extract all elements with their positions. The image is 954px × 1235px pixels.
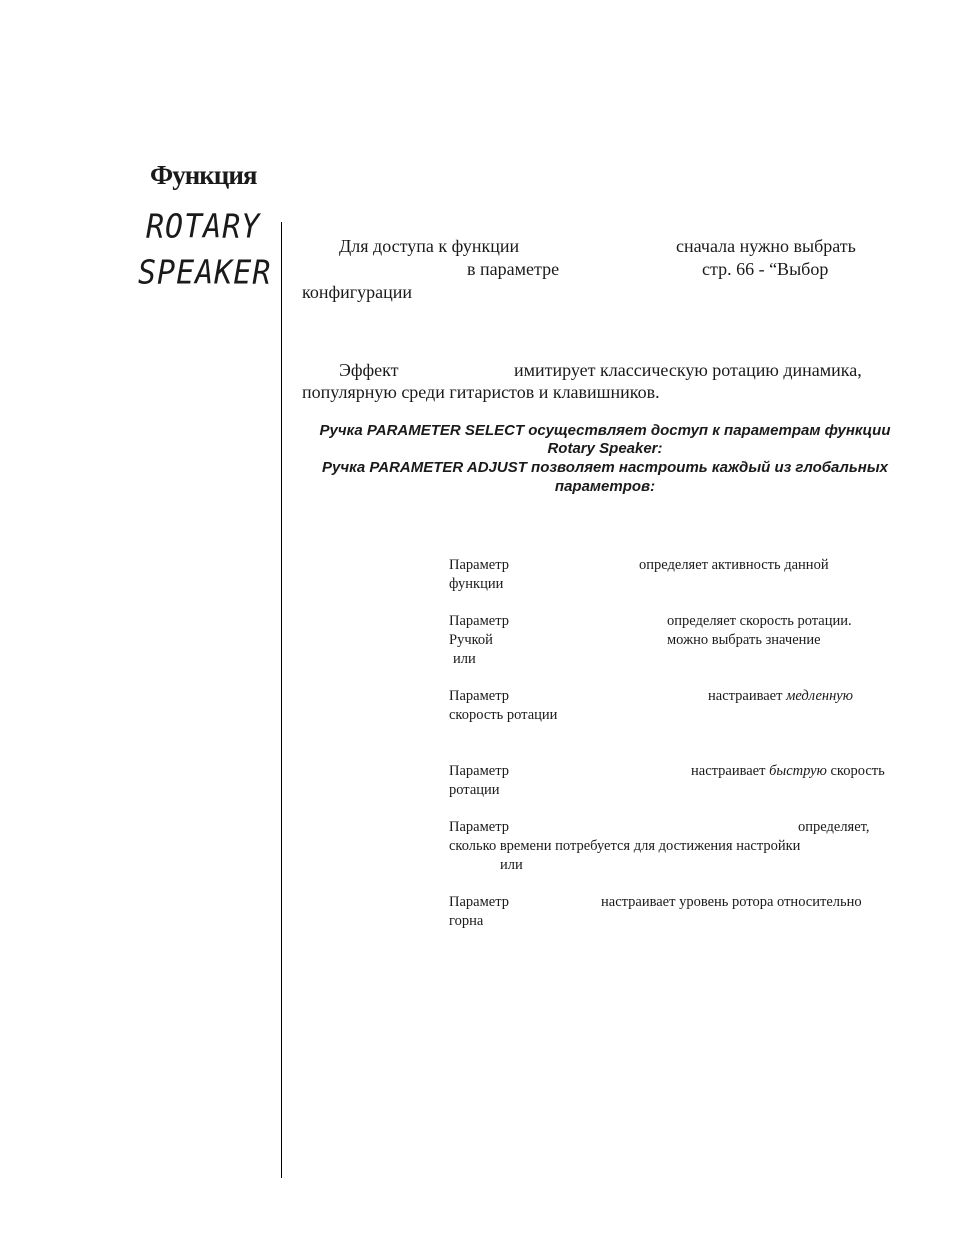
intro-text-1a: Для доступа к функции (339, 236, 520, 256)
intro-text-1e: конфигурации (302, 282, 413, 302)
intro-text-2b: имитирует классическую ротацию динамика, (514, 360, 862, 380)
intro-text-2c: популярную среди гитаристов и клавишников. (302, 382, 660, 402)
margin-rule (281, 222, 282, 1178)
param3-label: Параметр (449, 688, 509, 704)
param2-desc-4: или (453, 651, 476, 667)
param5-desc-2: сколько времени потребуется для достижения настройки (449, 838, 801, 854)
lcd-label-speaker: SPEAKER (138, 254, 272, 293)
param4-desc: настраивает быструю скорость (691, 763, 885, 779)
param1-desc-2: функции (449, 576, 504, 592)
param2-label: Параметр (449, 613, 509, 629)
param6-label: Параметр (449, 894, 509, 910)
param1-label: Параметр (449, 557, 509, 573)
page-title: Функция (150, 160, 257, 190)
intro-text-1b: сначала нужно выбрать (676, 236, 856, 256)
knob-select-text: Ручка PARAMETER SELECT осуществляет доступ к параметрам функции (319, 422, 891, 439)
param1-desc: определяет активность данной (639, 557, 829, 573)
param2-desc: определяет скорость ротации. (667, 613, 852, 629)
param6-desc: настраивает уровень ротора относительно (601, 894, 862, 910)
knob-adjust-text-2: параметров: (554, 478, 656, 495)
param4-label: Параметр (449, 763, 509, 779)
lcd-label-rotary: ROTARY (146, 208, 261, 247)
param4-desc-2: ротации (449, 782, 500, 798)
param2-desc-2: Ручкой (449, 632, 493, 648)
param5-desc: определяет, (798, 819, 870, 835)
intro-text-1c: в параметре (467, 259, 560, 279)
param2-desc-3: можно выбрать значение (667, 632, 821, 648)
intro-text-1d: стр. 66 - “Выбор (702, 259, 829, 279)
intro-text-2a: Эффект (339, 360, 399, 380)
param6-desc-2: горна (449, 913, 484, 929)
param3-desc: настраивает медленную (708, 688, 853, 704)
param5-label: Параметр (449, 819, 509, 835)
knob-select-text-2: Rotary Speaker: (547, 440, 663, 457)
param5-desc-3: или (500, 857, 523, 873)
param3-desc-2: скорость ротации (449, 707, 558, 723)
knob-adjust-text: Ручка PARAMETER ADJUST позволяет настроить каждый из глобальных (321, 459, 888, 476)
